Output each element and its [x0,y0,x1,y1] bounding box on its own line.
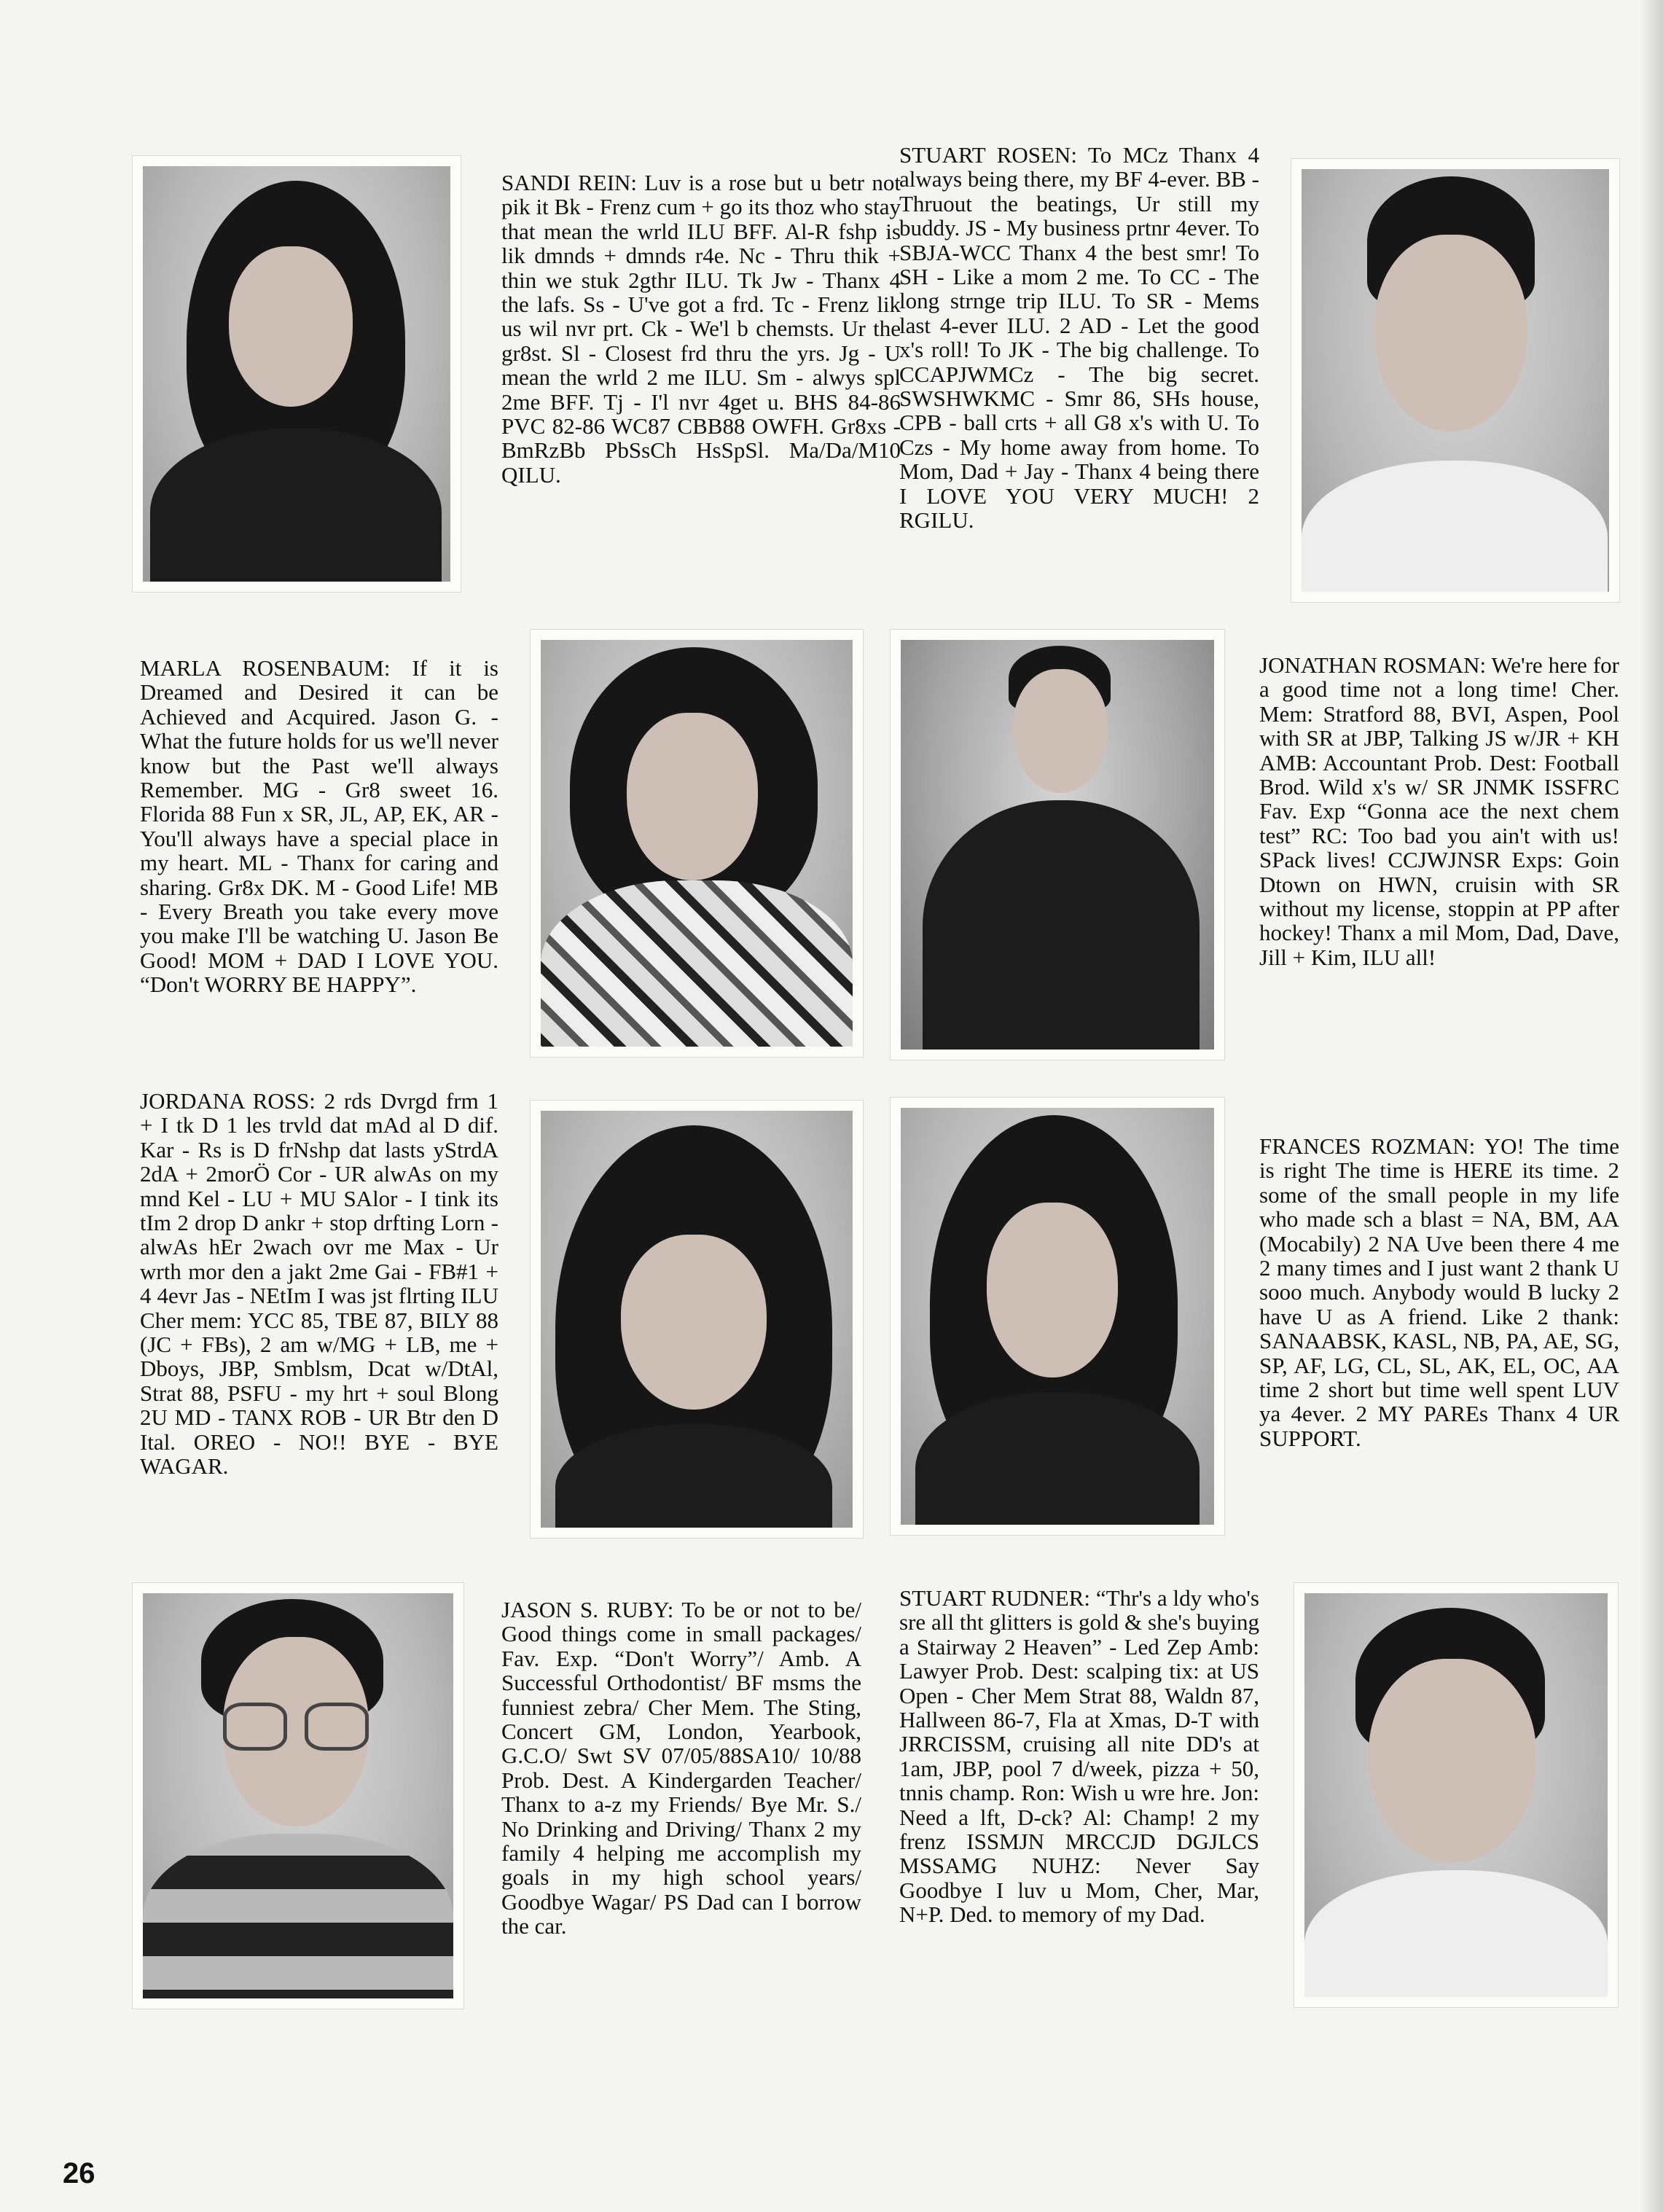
portrait-photo [1304,1593,1608,1997]
portrait-photo [541,640,853,1047]
caption-jordana-ross: JORDANA ROSS: 2 rds Dvrgd frm 1 + I tk D 1 les trvld dat mAd al D dif. Kar - Rs is D frNshp dat lasts yStrdA 2dA + 2morÖ Cor - UR alwAs on my mnd Kel - LU + MU SAlor - I tink its tIm 2 drop D ankr + stop drfting Lorn - alwAs hEr 2wach ovr me Max - Ur wrth mor den a jakt 2me Gai - FB#1 + 4 4evr Jas - NEtIm I was jst flrting ILU Cher mem: YCC 85, TBE 87, BILY 88 (JC + FBs), 2 am w/MG + LB, me + Dboys, JBP, Smblsm, Dcat w/DtAl, Strat 88, PSFU - my hrt + soul Blong 2U MD - TANX ROB - UR Btr den D Ital. OREO - NO!! BYE - BYE WAGAR. [140,1088,498,1480]
caption-stuart-rudner: STUART RUDNER: “Thr's a ldy who's sre all tht glitters is gold & she's buying a Stairway 2 Heaven” - Led Zep Amb: Lawyer Prob. Dest: scalping tix: at US Open - Cher Mem Strat 88, Waldn 87, Hallween 86-7, Fla at Xmas, D-T with JRRCISSM, cruising all nite DD's at 1am, JBP, pool 7 d/week, pizza + 50, tnnis champ. Ron: Wish u wre hre. Jon: Need a lft, D-ck? Al: Champ! 2 my frenz ISSMJN MRCCJD DGJLCS MSSAMG NUHZ: Never Say Goodbye I luv u Mom, Cher, Mar, N+P. Ded. to memory of my Dad. [899,1585,1259,1928]
portrait-photo [901,640,1214,1050]
portrait-marla-rosenbaum [531,630,863,1057]
caption-marla-rosenbaum: MARLA ROSENBAUM: If it is Dreamed and Desired it can be Achieved and Acquired. Jason G. - What the future holds for us we'll never know but the Past we'll always Remember. MG - Gr8 sweet 16. Florida 88 Fun x SR, JL, AP, EK, AR - You'll always have a special place in my heart. ML - Thanx for caring and sharing. Gr8x DK. M - Good Life! MB - Every Breath you take every move you make I'll be watching U. Jason Be Good! MOM + DAD I LOVE YOU. “Don't WORRY BE HAPPY”. [140,655,498,998]
portrait-photo [541,1111,853,1528]
portrait-stuart-rosen [1291,159,1619,602]
portrait-frances-rozman [891,1098,1224,1535]
caption-jonathan-rosman: JONATHAN ROSMAN: We're here for a good time not a long time! Cher. Mem: Stratford 88, BVI, Aspen, Pool with SR at JBP, Talking JS w/JR + KH AMB: Accountant Prob. Dest: Football Brod. Wild x's w/ SR JNMK ISSFRC Fav. Exp “Gonna ace the next chem test” RC: Too bad you ain't with us! SPack lives! CCJWJNSR Exps: Goin Dtown on HWN, cruisin with SR without my license, stoppin at PP after hockey! Thanx a mil Mom, Dad, Dave, Jill + Kim, ILU all! [1259,652,1619,970]
portrait-photo [143,1593,453,1998]
caption-frances-rozman: FRANCES ROZMAN: YO! The time is right The time is HERE its time. 2 some of the small people in my life who made sch a blast = NA, BM, AA (Mocabily) 2 NA Uve been there 4 me 2 many times and I just want 2 thank U sooo much. Anybody would B lucky 2 have U as A friend. Like 2 thank: SANAABSK, KASL, NB, PA, AE, SG, SP, AF, LG, CL, SL, AK, EL, OC, AA time 2 short but time well spent LUV ya 4ever. 2 MY PAREs Thanx 4 UR SUPPORT. [1259,1133,1619,1451]
page-number: 26 [63,2157,95,2189]
portrait-photo [1302,169,1609,592]
caption-jason-s-ruby: JASON S. RUBY: To be or not to be/ Good things come in small packages/ Fav. Exp. “Don't Worry”/ Amb. A Successful Orthodontist/ BF msms the funniest zebra/ Cher Mem. The Sting, Concert GM, London, Yearbook, G.C.O/ Swt SV 07/05/88SA10/ 10/88 Prob. Dest. A Kindergarden Teacher/ Thanx to a-z my Friends/ Bye Mr. S./ No Drinking and Driving/ Thanx 2 my family 4 helping me accomplish my goals in my high school years/ Goodbye Wagar/ PS Dad can I borrow the car. [501,1597,861,1939]
portrait-sandi-rein [133,156,461,592]
portrait-jonathan-rosman [891,630,1224,1060]
portrait-jordana-ross [531,1101,863,1538]
caption-stuart-rosen: STUART ROSEN: To MCz Thanx 4 always being there, my BF 4-ever. BB - Thruout the beatings, Ur still my buddy. JS - My business prtnr 4ever. To SBJA-WCC Thanx 4 the best smr! To SH - Like a mom 2 me. To CC - The long strnge trip ILU. To SR - Mems last 4-ever ILU. 2 AD - Let the good x's roll! To JK - The big challenge. To CCAPJWMCz - The big secret. SWSHWKMC - Smr 86, SHs house, CPB - ball crts + all G8 x's with U. To Czs - My home away from home. To Mom, Dad + Jay - Thanx 4 being there I LOVE YOU VERY MUCH! 2 RGILU. [899,142,1259,534]
portrait-jason-s-ruby [133,1583,463,2009]
caption-sandi-rein: SANDI REIN: Luv is a rose but u betr not pik it Bk - Frenz cum + go its thoz who stay that mean the wrld ILU BFF. Al-R fshp is lik dmnds + dmnds r4e. Nc - Thru thik + thin we stuk 2gthr ILU. Tk Jw - Thanx 4 the lafs. Ss - U've got a frd. Tc - Frenz lik us wil nvr prt. Ck - We'l b chemsts. Ur the gr8st. Sl - Closest frd thru the yrs. Jg - U mean the wrld 2 me ILU. Sm - alwys spl 2me BFF. Tj - I'l nvr 4get u. BHS 84-86 PVC 82-86 WC87 CBB88 OWFH. Gr8xs - BmRzBb PbSsCh HsSpSl. Ma/Da/M10 QILU. [501,170,901,488]
page-edge-shadow [1640,0,1663,2212]
glasses-icon [223,1703,287,1751]
portrait-photo [143,166,450,582]
glasses-icon [305,1703,369,1751]
portrait-photo [901,1108,1214,1525]
portrait-stuart-rudner [1294,1583,1618,2007]
